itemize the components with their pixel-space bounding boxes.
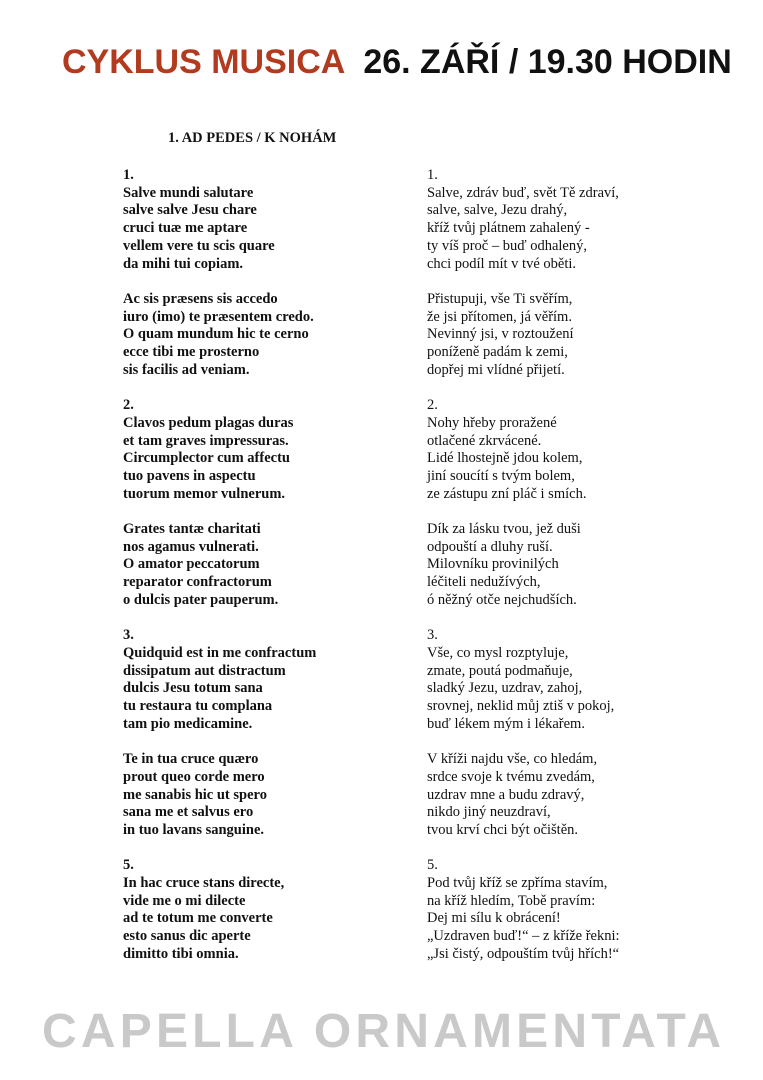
czech-verse-line: buď lékem mým i lékařem. [427, 715, 585, 732]
czech-stanza [427, 291, 620, 380]
latin-verse-line: Salve mundi salutare [123, 184, 254, 201]
czech-verse-line: salve, salve, Jezu drahý, [427, 202, 568, 219]
latin-text-column [123, 167, 316, 981]
czech-verse-line: 2. [427, 397, 438, 414]
czech-verse-line: odpouští a dluhy ruší. [427, 538, 553, 555]
latin-verse-line: prout queo corde mero [123, 768, 265, 785]
czech-verse-line: jiní soucítí s tvým bolem, [427, 467, 575, 484]
czech-stanza [427, 751, 620, 840]
czech-verse-line: dopřej mi vlídné přijetí. [427, 361, 565, 378]
czech-verse-line: ze zástupu zní pláč i smích. [427, 485, 587, 502]
czech-verse-line: zmate, poutá podmaňuje, [427, 662, 573, 679]
czech-verse-line: nikdo jiný neuzdraví, [427, 804, 551, 821]
czech-verse-line: Nevinný jsi, v roztoužení [427, 326, 574, 343]
latin-verse-line: iuro (imo) te præsentem credo. [123, 308, 314, 325]
czech-verse-line: uzdrav mne a budu zdravý, [427, 786, 585, 803]
latin-verse-line: dissipatum aut distractum [123, 662, 286, 679]
latin-verse-line: 2. [123, 397, 134, 414]
czech-verse-line: Lidé lhostejně jdou kolem, [427, 450, 583, 467]
czech-stanza [427, 167, 620, 273]
latin-stanza [123, 751, 316, 840]
latin-verse-line: Quidquid est in me confractum [123, 644, 317, 661]
latin-stanza [123, 627, 316, 733]
czech-verse-line: srdce svoje k tvému zvedám, [427, 768, 595, 785]
czech-verse-line: sladký Jezu, uzdrav, zahoj, [427, 680, 583, 697]
czech-verse-line: 1. [427, 167, 438, 183]
latin-verse-line: tu restaura tu complana [123, 698, 273, 715]
latin-verse-line: O quam mundum hic te cerno [123, 326, 309, 343]
latin-verse-line: 1. [123, 167, 134, 183]
czech-verse-line: Dej mi sílu k obrácení! [427, 910, 561, 927]
latin-verse-line: salve salve Jesu chare [123, 202, 257, 219]
latin-verse-line: sis facilis ad veniam. [123, 361, 250, 378]
latin-verse-line: da mihi tui copiam. [123, 255, 244, 272]
czech-verse-line: léčiteli nedužívých, [427, 574, 541, 591]
latin-verse-line: tuo pavens in aspectu [123, 467, 256, 484]
czech-verse-line: chci podíl mít v tvé oběti. [427, 255, 577, 272]
latin-verse-line: et tam graves impressuras. [123, 432, 289, 449]
czech-verse-line: Pod tvůj kříž se zpříma stavím, [427, 875, 608, 892]
series-title: CYKLUS MUSICA [62, 43, 346, 81]
page-header [62, 38, 732, 86]
czech-verse-line: „Jsi čistý, odpouštím tvůj hřích!“ [427, 945, 620, 962]
latin-verse-line: tuorum memor vulnerum. [123, 485, 286, 502]
latin-verse-line: sana me et salvus ero [123, 804, 254, 821]
czech-verse-line: Dík za lásku tvou, jež duši [427, 521, 581, 538]
czech-verse-line: poníženě padám k zemi, [427, 344, 568, 361]
czech-verse-line: V kříži najdu vše, co hledám, [427, 751, 598, 768]
latin-verse-line: o dulcis pater pauperum. [123, 591, 279, 608]
czech-verse-line: 3. [427, 627, 438, 644]
czech-verse-line: Přistupuji, vše Ti svěřím, [427, 290, 573, 307]
latin-stanza [123, 857, 316, 963]
footer-ensemble-name: CAPELLA ORNAMENTATA [42, 1005, 726, 1058]
latin-verse-line: reparator confractorum [123, 574, 272, 591]
latin-verse-line: me sanabis hic ut spero [123, 786, 267, 803]
czech-verse-line: Milovníku provinilých [427, 556, 559, 573]
czech-verse-line: otlačené zkrvácené. [427, 432, 542, 449]
latin-verse-line: Clavos pedum plagas duras [123, 414, 294, 431]
czech-verse-line: 5. [427, 857, 438, 874]
latin-verse-line: in tuo lavans sanguine. [123, 821, 265, 838]
latin-verse-line: Circumplector cum affectu [123, 450, 290, 467]
latin-verse-line: vellem vere tu scis quare [123, 237, 275, 254]
latin-stanza [123, 291, 316, 380]
czech-verse-line: kříž tvůj plátnem zahalený - [427, 220, 590, 237]
latin-stanza [123, 397, 316, 503]
latin-verse-line: Te in tua cruce quæro [123, 751, 259, 768]
czech-verse-line: „Uzdraven buď!“ – z kříže řekni: [427, 928, 620, 945]
section-title: 1. AD PEDES / K NOHÁM [168, 130, 337, 146]
latin-verse-line: esto sanus dic aperte [123, 928, 251, 945]
czech-stanza [427, 627, 620, 733]
czech-verse-line: Vše, co mysl rozptyluje, [427, 644, 569, 661]
czech-verse-line: tvou krví chci být očištěn. [427, 821, 579, 838]
czech-verse-line: na kříž hledím, Tobě pravím: [427, 892, 596, 909]
czech-verse-line: ó něžný otče nejchudších. [427, 591, 577, 608]
czech-stanza [427, 857, 620, 963]
event-date: 26. ZÁŘÍ / 19.30 HODIN [363, 43, 732, 81]
latin-stanza [123, 521, 316, 610]
latin-verse-line: ad te totum me converte [123, 910, 273, 927]
latin-verse-line: O amator peccatorum [123, 556, 260, 573]
latin-verse-line: tam pio medicamine. [123, 715, 253, 732]
czech-verse-line: Nohy hřeby proražené [427, 414, 557, 431]
latin-verse-line: 5. [123, 857, 134, 874]
czech-stanza [427, 397, 620, 503]
latin-verse-line: ecce tibi me prosterno [123, 344, 260, 361]
latin-verse-line: In hac cruce stans directe, [123, 875, 285, 892]
czech-verse-line: srovnej, neklid můj ztiš v pokoj, [427, 698, 615, 715]
czech-stanza [427, 521, 620, 610]
latin-verse-line: vide me o mi dilecte [123, 892, 246, 909]
latin-stanza [123, 167, 316, 273]
czech-verse-line: ty víš proč – buď odhalený, [427, 237, 587, 254]
latin-verse-line: cruci tuæ me aptare [123, 220, 248, 237]
latin-verse-line: Grates tantæ charitati [123, 521, 261, 538]
latin-verse-line: nos agamus vulnerati. [123, 538, 259, 555]
latin-verse-line: 3. [123, 627, 134, 644]
latin-verse-line: Ac sis præsens sis accedo [123, 290, 278, 307]
latin-verse-line: dimitto tibi omnia. [123, 945, 239, 962]
czech-text-column [427, 167, 620, 981]
latin-verse-line: dulcis Jesu totum sana [123, 680, 263, 697]
czech-verse-line: že jsi přítomen, já věřím. [427, 308, 572, 325]
czech-verse-line: Salve, zdráv buď, svět Tě zdraví, [427, 184, 619, 201]
